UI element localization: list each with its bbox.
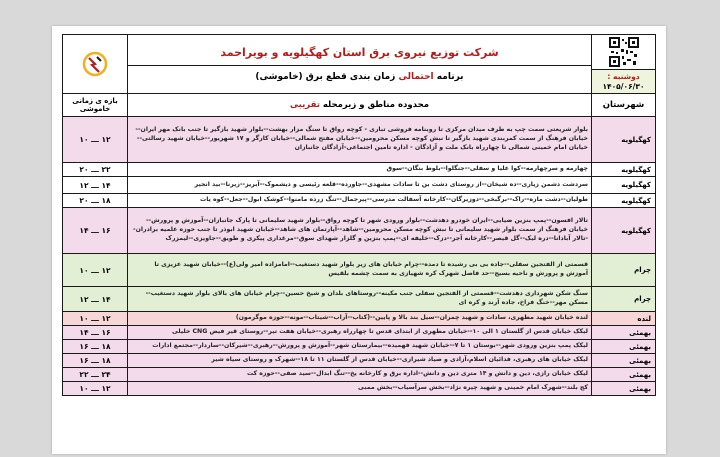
area-cell: بلوار شریعتی سمت چپ به طرف میدان مرکزی تا روبنامه فروشی تباری - کوچه رواق تا سنگ مزار بهشت--بلوار شهید بازگیر تا جنب بانک مهر ایران--خیابان فرهنگ از سمت کمربندی شهید بازگیر تا نبش کوچه مسکن محرومین--خیابان مفتح شمالی--خیابان کارگر و ۱۷ شهریور--خیابان شهید رسالتی--خیابان امام خمینی شمالی تا چهارراه بانک ملت و آزادگان - اداره تامین اجتماعی-آزادگان جانبازان — [128, 117, 592, 163]
column-header-row — [63, 94, 656, 117]
subtitle-pre: برنامه — [436, 72, 464, 82]
table-row — [63, 340, 656, 354]
city-cell: کهگیلویه — [592, 177, 656, 194]
city-cell: چرام — [592, 287, 656, 312]
logo-cell — [63, 35, 128, 94]
area-cell: لیکک خیابان قدس از گلستان ۱ الی ۱۰--خیابان مطهری از ابتدای قدس تا چهارراه رهبری--خیابان هفت تیر--روستای قیر فیض CNG خلیلی — [128, 326, 592, 340]
table-row — [63, 368, 656, 382]
area-cell: قسمتی از الفتجین سفلی--جاده بی بی رشیده تا دمده--چرام خیابان های زیر بلوار شهید دستغیب--امامزاده امیر ولی(ع)--خیابان شهید عزیزی تا آموزش و پرورش و ناحیه بسیج--حد فاصل شهرک کره شهیازی به سمت چشمه بلقیس — [128, 254, 592, 287]
area-header-highlight: تقریبی — [290, 100, 320, 110]
area-cell: کج بلند--شهرک امام خمینی و شهید چیره نژاد--بخش سرآسیاب--بخش ممبی — [128, 382, 592, 396]
schedule-frame — [62, 34, 656, 448]
time-cell: ۱۸ ـــ ۲۰ — [63, 194, 128, 208]
area-cell: طولیان--دشت مازه--راک--برگبخی--دوزیرگان--کارخانه آسفالت مدرسی--پیرجمال--تنگ زرده مامنوا--کوشک ابول--جعل--کوه یات — [128, 194, 592, 208]
area-cell: سنگ شکن شهرداری دهدشت--قسمتی از الفتجین سفلی جنب مکینه--روستاهای بلدان و شیخ حسین--چرام خیابان های بالای بلوار شهید دستغیب--مسکن مهر--خنگ فراخ، جاده آرند و کره ای — [128, 287, 592, 312]
table-row — [63, 254, 656, 287]
time-cell: ۱۲ ـــ ۱۰ — [63, 382, 128, 396]
qr-wrap — [592, 35, 655, 70]
time-cell: ۱۴ ـــ ۱۲ — [63, 177, 128, 194]
city-cell: بهمئی — [592, 382, 656, 396]
schedule-subtitle — [128, 72, 591, 82]
area-cell: لیکک خیابان های رهبری، فدائیان اسلام،آزادی و صیاد شیرازی--خیابان قدس از گلستان ۱۱ تا ۱۸--شهرک و روستای سیاه شیر — [128, 354, 592, 368]
qr-date-cell — [592, 35, 656, 94]
date-value: ۱۴۰۵/۰۶/۳۰ — [602, 81, 645, 91]
tavanir-logo-icon — [66, 51, 124, 77]
table-row — [63, 194, 656, 208]
city-cell: کهگیلویه — [592, 163, 656, 177]
time-cell: ۲۴ ـــ ۲۲ — [63, 368, 128, 382]
time-cell: ۱۶ ـــ ۱۴ — [63, 326, 128, 340]
city-cell: کهگیلویه — [592, 208, 656, 254]
area-cell: چهارمه و سرچهارمه--کوا علیا و سفلی--جنگلوا--بلوط بنگان--سوق — [128, 163, 592, 177]
subtitle-highlight: احتمالی — [398, 72, 434, 82]
city-cell: کهگیلویه — [592, 117, 656, 163]
table-row — [63, 354, 656, 368]
time-cell: ۱۲ ـــ ۱۰ — [63, 312, 128, 326]
area-cell: تالار افسون--پمپ بنزین ضیایی--ایران خودرو دهدشت--بلوار ورودی شهر تا کوچه رواق--بلوار شهید سلیمانی تا پارک جانبازان--آموزش و پرورش--خیابان فرهنگ از سمت بلوار شهید سلیمانی تا نبش کوچه مسکن محرومین--شاهد--آپارتمان های شاهد--خیابان شهید ابوذر تا جنب حوزه علمیه برادران--تالار آبادانا--دره لیک--گل قیصر--کارخانه آجر--دزک--خلیفه ای--پمپ بنزین و گلزار شهدای سوق--مرغداری پیکری و طویق--جاویزی--لیمزرک — [128, 208, 592, 254]
day-label: دوشنبه : — [607, 71, 640, 81]
time-cell: ۲۲ ـــ ۲۰ — [63, 163, 128, 177]
table-row — [63, 312, 656, 326]
table-row — [63, 326, 656, 340]
city-column-header: شهرستان — [592, 94, 656, 117]
time-cell: ۱۶ ـــ ۱۴ — [63, 208, 128, 254]
area-cell: لیکک خیابان رازی، دین و دانش و ۱۴ متری دین و دانش--اداره برق و کارخانه یخ--تنگ ابدال--سید صفی--حوزه کت — [128, 368, 592, 382]
time-cell: ۱۴ ـــ ۱۲ — [63, 287, 128, 312]
city-cell: بهمئی — [592, 340, 656, 354]
table-row — [63, 382, 656, 396]
table-row — [63, 117, 656, 163]
header-row — [63, 35, 656, 94]
city-cell: چرام — [592, 254, 656, 287]
table-row — [63, 287, 656, 312]
subtitle-wrap — [128, 65, 591, 82]
qr-code-icon — [609, 37, 639, 67]
outage-table — [62, 34, 656, 396]
time-cell: ۱۸ ـــ ۱۶ — [63, 354, 128, 368]
schedule-body — [63, 117, 656, 396]
table-row — [63, 177, 656, 194]
time-column-header: بازه ی زمانی خاموشی — [63, 94, 128, 117]
city-cell: بهمئی — [592, 368, 656, 382]
date-box — [592, 70, 655, 93]
city-cell: کهگیلویه — [592, 194, 656, 208]
subtitle-post: زمان بندی قطع برق (خاموشی) — [255, 72, 396, 82]
area-column-header — [128, 94, 592, 117]
city-cell: بهمئی — [592, 354, 656, 368]
title-cell — [128, 35, 592, 94]
area-cell: لیکک پمپ بنزین ورودی شهر--بوستان ۱ تا ۷--خیابان شهید فهمیده--بیمارستان شهر--آموزش و پرورش--رهبری--شیرکان--ساردار--مجتمع ادارات — [128, 340, 592, 354]
area-cell: لنده خیابان شهید مطهری، سادات و شهید چمران--سیل بند بالا و پایین--(کتاب--آراب--شیتاب--مونه--حوزه موگرمون) — [128, 312, 592, 326]
table-row — [63, 163, 656, 177]
time-cell: ۱۲ ـــ ۱۰ — [63, 117, 128, 163]
city-cell: لنده — [592, 312, 656, 326]
time-cell: ۱۸ ـــ ۱۶ — [63, 340, 128, 354]
area-cell: سردشت دشمن زیاری--ده شیخان--از روستای دشت بن تا سادات مشهدی--جاورده--قلعه رئیسی و دیشموک--آبریز--زیرنا--بید انجیر — [128, 177, 592, 194]
company-title: شرکت توزیع نیروی برق استان کهگیلویه و بویراحمد — [220, 46, 499, 59]
area-header-text: محدوده مناطق و زیرمحله — [322, 100, 429, 110]
document-sheet — [52, 26, 666, 454]
time-cell: ۱۲ ـــ ۱۰ — [63, 254, 128, 287]
city-cell: بهمئی — [592, 326, 656, 340]
table-row — [63, 208, 656, 254]
